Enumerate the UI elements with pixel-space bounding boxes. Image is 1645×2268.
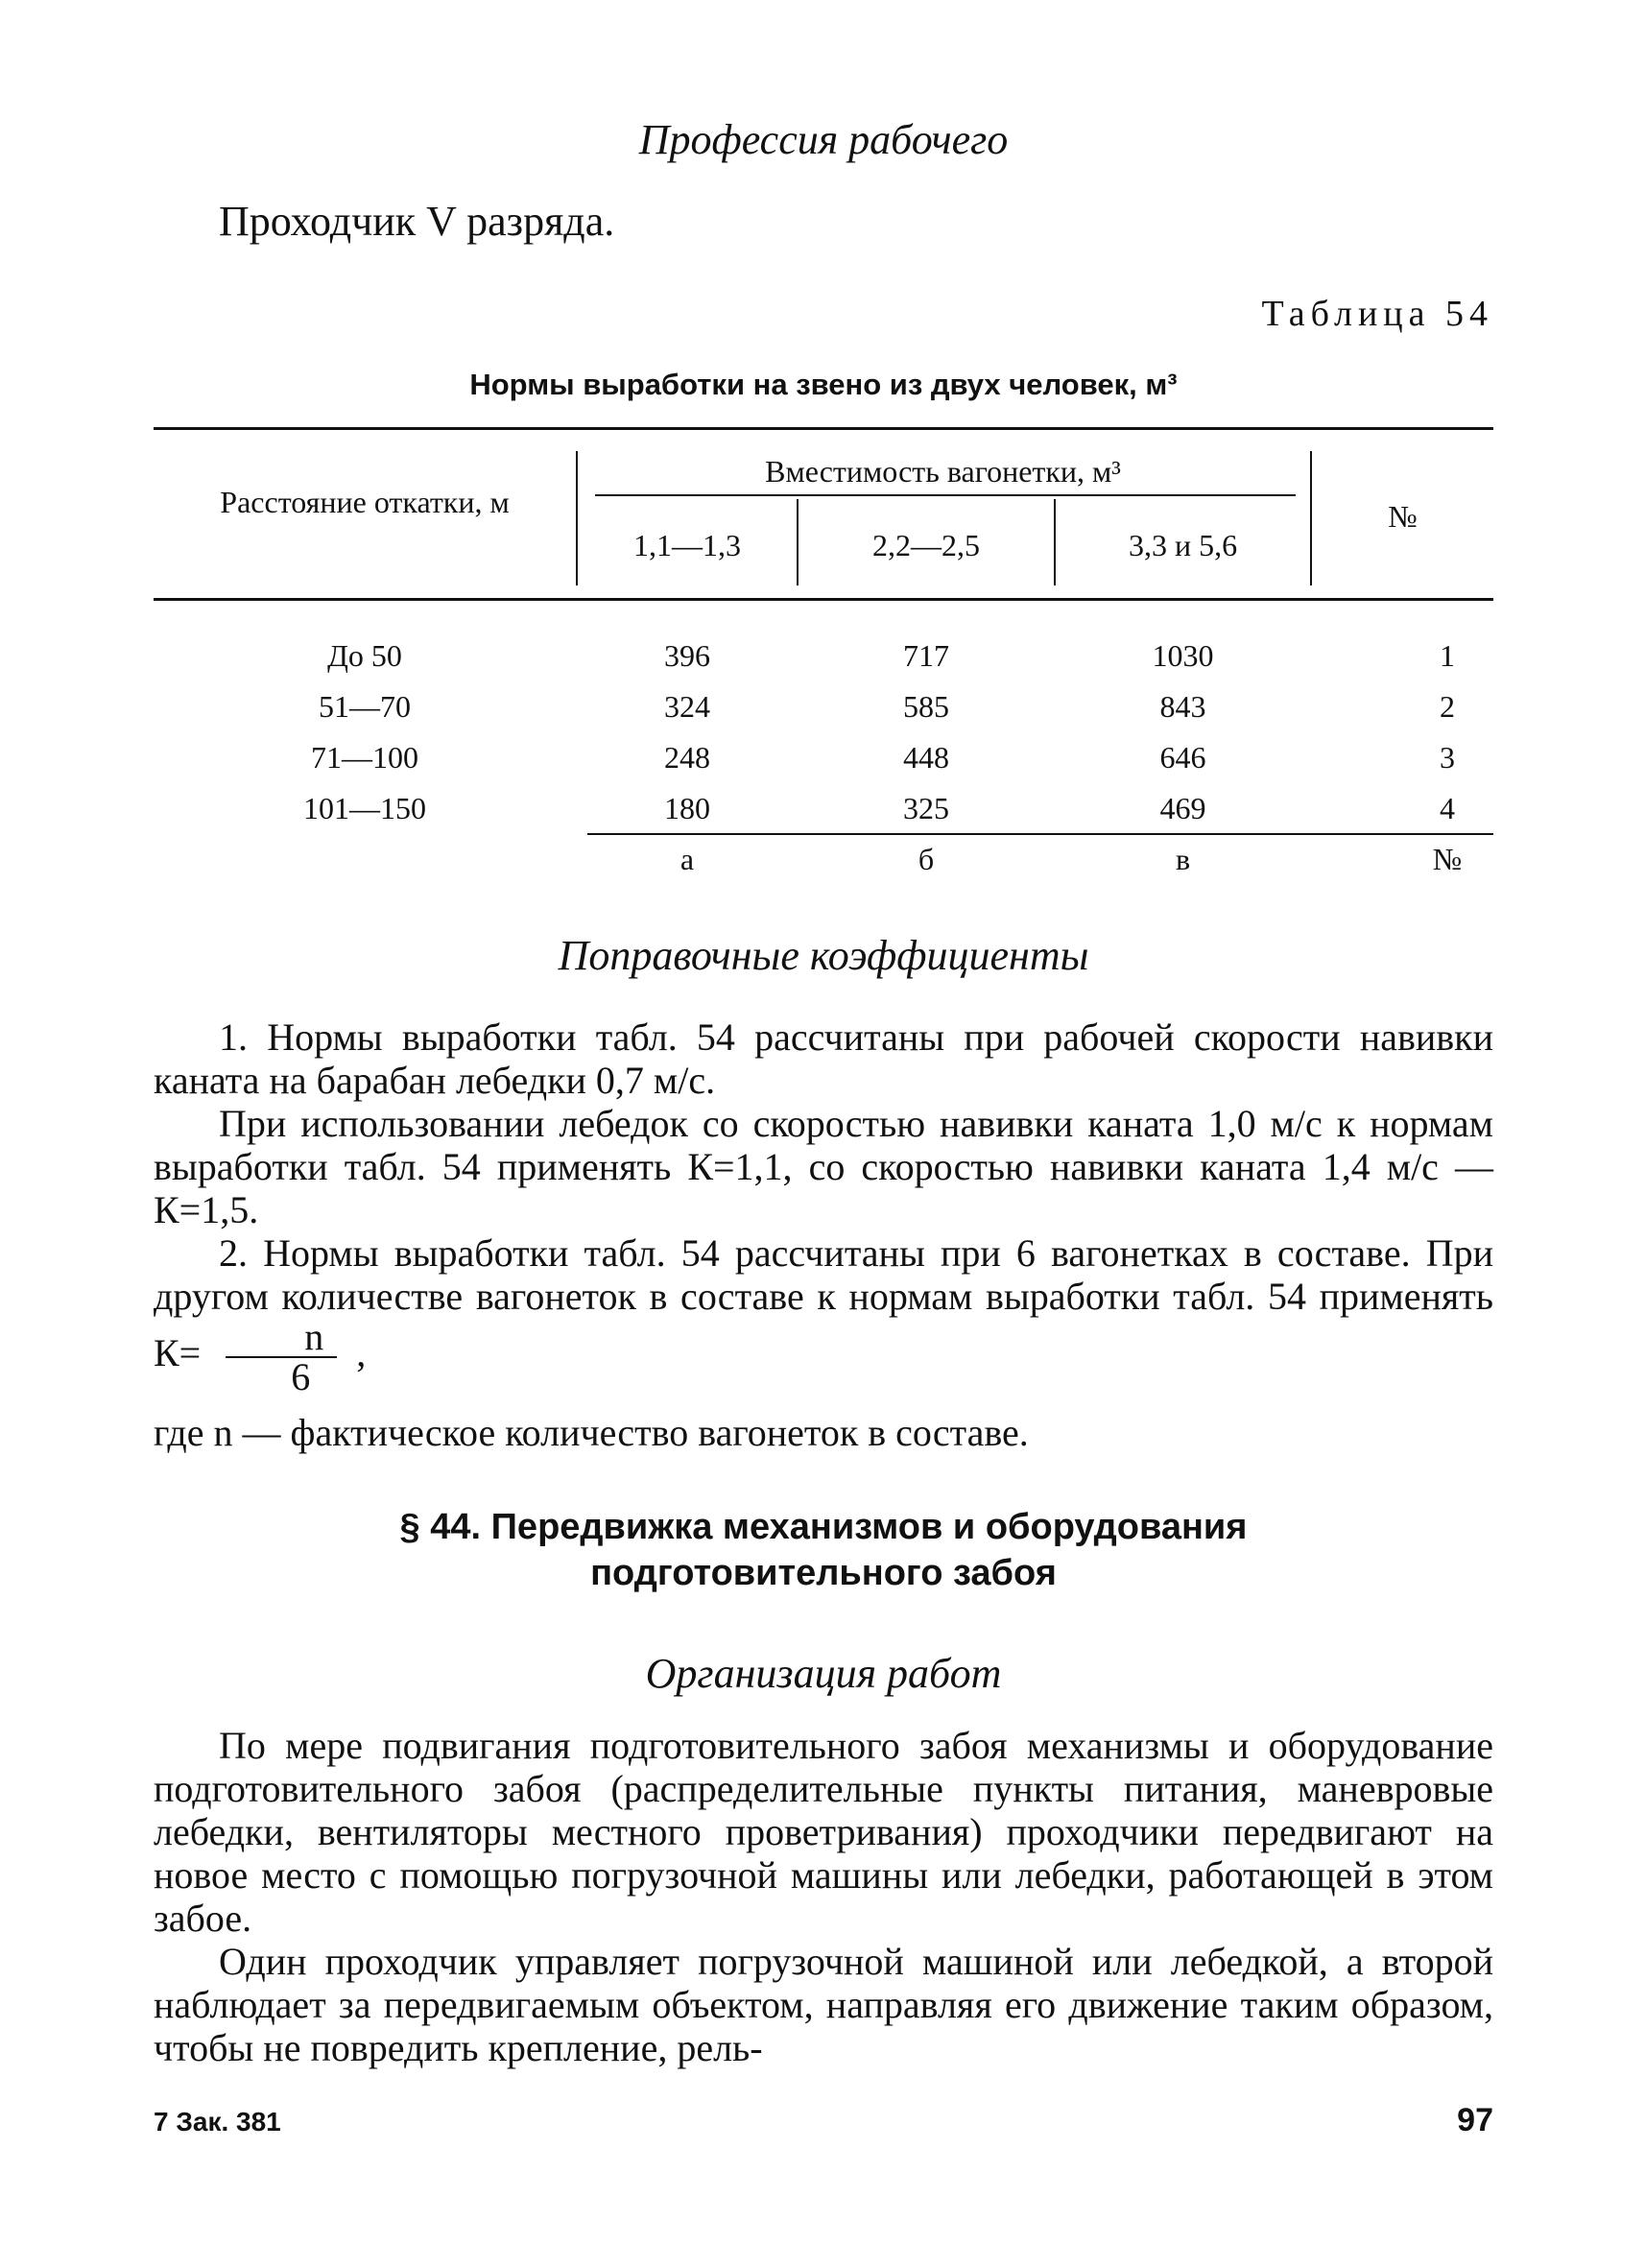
corrections-heading: Поправочные коэффициенты (558, 932, 1089, 979)
table-row-2-b: 585 (903, 689, 949, 724)
column-letter-a: а (679, 842, 695, 876)
corrections-paragraph-3 (154, 1231, 1493, 1397)
section-title-line-2: подготовительного забоя (590, 1553, 1057, 1593)
capacity-header: Вместимость вагонетки, м³ (765, 454, 1121, 489)
table-row-1-c: 1030 (1152, 638, 1214, 673)
table-row-2-c: 843 (1159, 689, 1206, 724)
table-row-2-distance: 51—70 (319, 689, 411, 724)
column-header-1: 1,1—1,3 (633, 528, 741, 562)
profession-text: Проходчик V разряда. (219, 198, 615, 245)
norms-table (154, 427, 1493, 888)
table-row-3-c: 646 (1159, 740, 1206, 775)
table-row-3-b: 448 (903, 740, 949, 775)
table-label: Таблица 54 (1261, 294, 1493, 334)
column-header-3: 3,3 и 5,6 (1128, 528, 1238, 562)
table-row-2-num: 2 (1440, 689, 1455, 724)
corrections-paragraph-3-text: 2. Нормы выработки табл. 54 рассчитаны при 6 вагонетках в составе. При другом количестве вагонеток в составе к нормам выработки табл. 54 применять К= (154, 1231, 1493, 1375)
table-row-4-c: 469 (1159, 791, 1206, 825)
table-row-4-num: 4 (1440, 791, 1455, 825)
fraction-denominator: 6 (291, 1355, 311, 1398)
profession-heading: Профессия рабочего (638, 116, 1009, 163)
corrections-paragraph-2: При использовании лебедок со скоростью навивки каната 1,0 м/с к нормам выработки табл. 54 применять К=1,1, со скоростью навивки каната 1,4 м/с — К=1,5. (154, 1102, 1493, 1231)
table-row-1-b: 717 (903, 638, 949, 673)
table-row-1-a: 396 (664, 638, 710, 673)
table-row-4-distance: 101—150 (303, 791, 426, 825)
page-number: 97 (1457, 2102, 1493, 2138)
page (154, 0, 1493, 2268)
distance-header: Расстояние откатки, м (220, 485, 510, 519)
section-title-line-1: § 44. Передвижка механизмов и оборудования (399, 1507, 1248, 1547)
column-header-2: 2,2—2,5 (872, 528, 980, 562)
table-row-3-distance: 71—100 (311, 740, 418, 775)
footer-number: № (1432, 842, 1463, 876)
table-row-1-distance: До 50 (327, 638, 402, 673)
table-title: Нормы выработки на звено из двух человек, м³ (469, 368, 1178, 401)
fraction-comma: , (356, 1331, 367, 1375)
column-letter-b: б (918, 842, 935, 876)
corrections-paragraph-4: где n — фактическое количество вагонеток в составе. (154, 1411, 1029, 1454)
organization-paragraph-2: Один проходчик управляет погрузочной машиной или лебедкой, а второй наблюдает за передвигаемым объектом, направляя его движение таким образом, чтобы не повредить крепление, рель- (154, 1940, 1493, 2069)
corrections-paragraph-1: 1. Нормы выработки табл. 54 рассчитаны при рабочей скорости навивки каната на барабан лебедки 0,7 м/с. (154, 1015, 1493, 1102)
organization-paragraph-1: По мере подвигания подготовительного забоя механизмы и оборудование подготовительного забоя (распределительные пункты питания, маневровые лебедки, вентиляторы местного проветривания) проходчики передвигают на новое место с помощью погрузочной машины или лебедки, работающей в этом забое. (154, 1724, 1493, 1940)
table-row-4-a: 180 (664, 791, 710, 825)
organization-heading: Организация работ (645, 1650, 1002, 1697)
table-row-2-a: 324 (664, 689, 710, 724)
column-letter-c: в (1175, 842, 1191, 876)
table-row-4-b: 325 (903, 791, 949, 825)
fraction-numerator: n (226, 1318, 337, 1358)
fraction (226, 1315, 337, 1398)
footer-order: 7 Зак. 381 (154, 2107, 281, 2137)
table-row-3-num: 3 (1440, 740, 1455, 775)
table-row-1-num: 1 (1440, 638, 1455, 673)
table-row-3-a: 248 (664, 740, 710, 775)
number-header: № (1388, 499, 1418, 534)
